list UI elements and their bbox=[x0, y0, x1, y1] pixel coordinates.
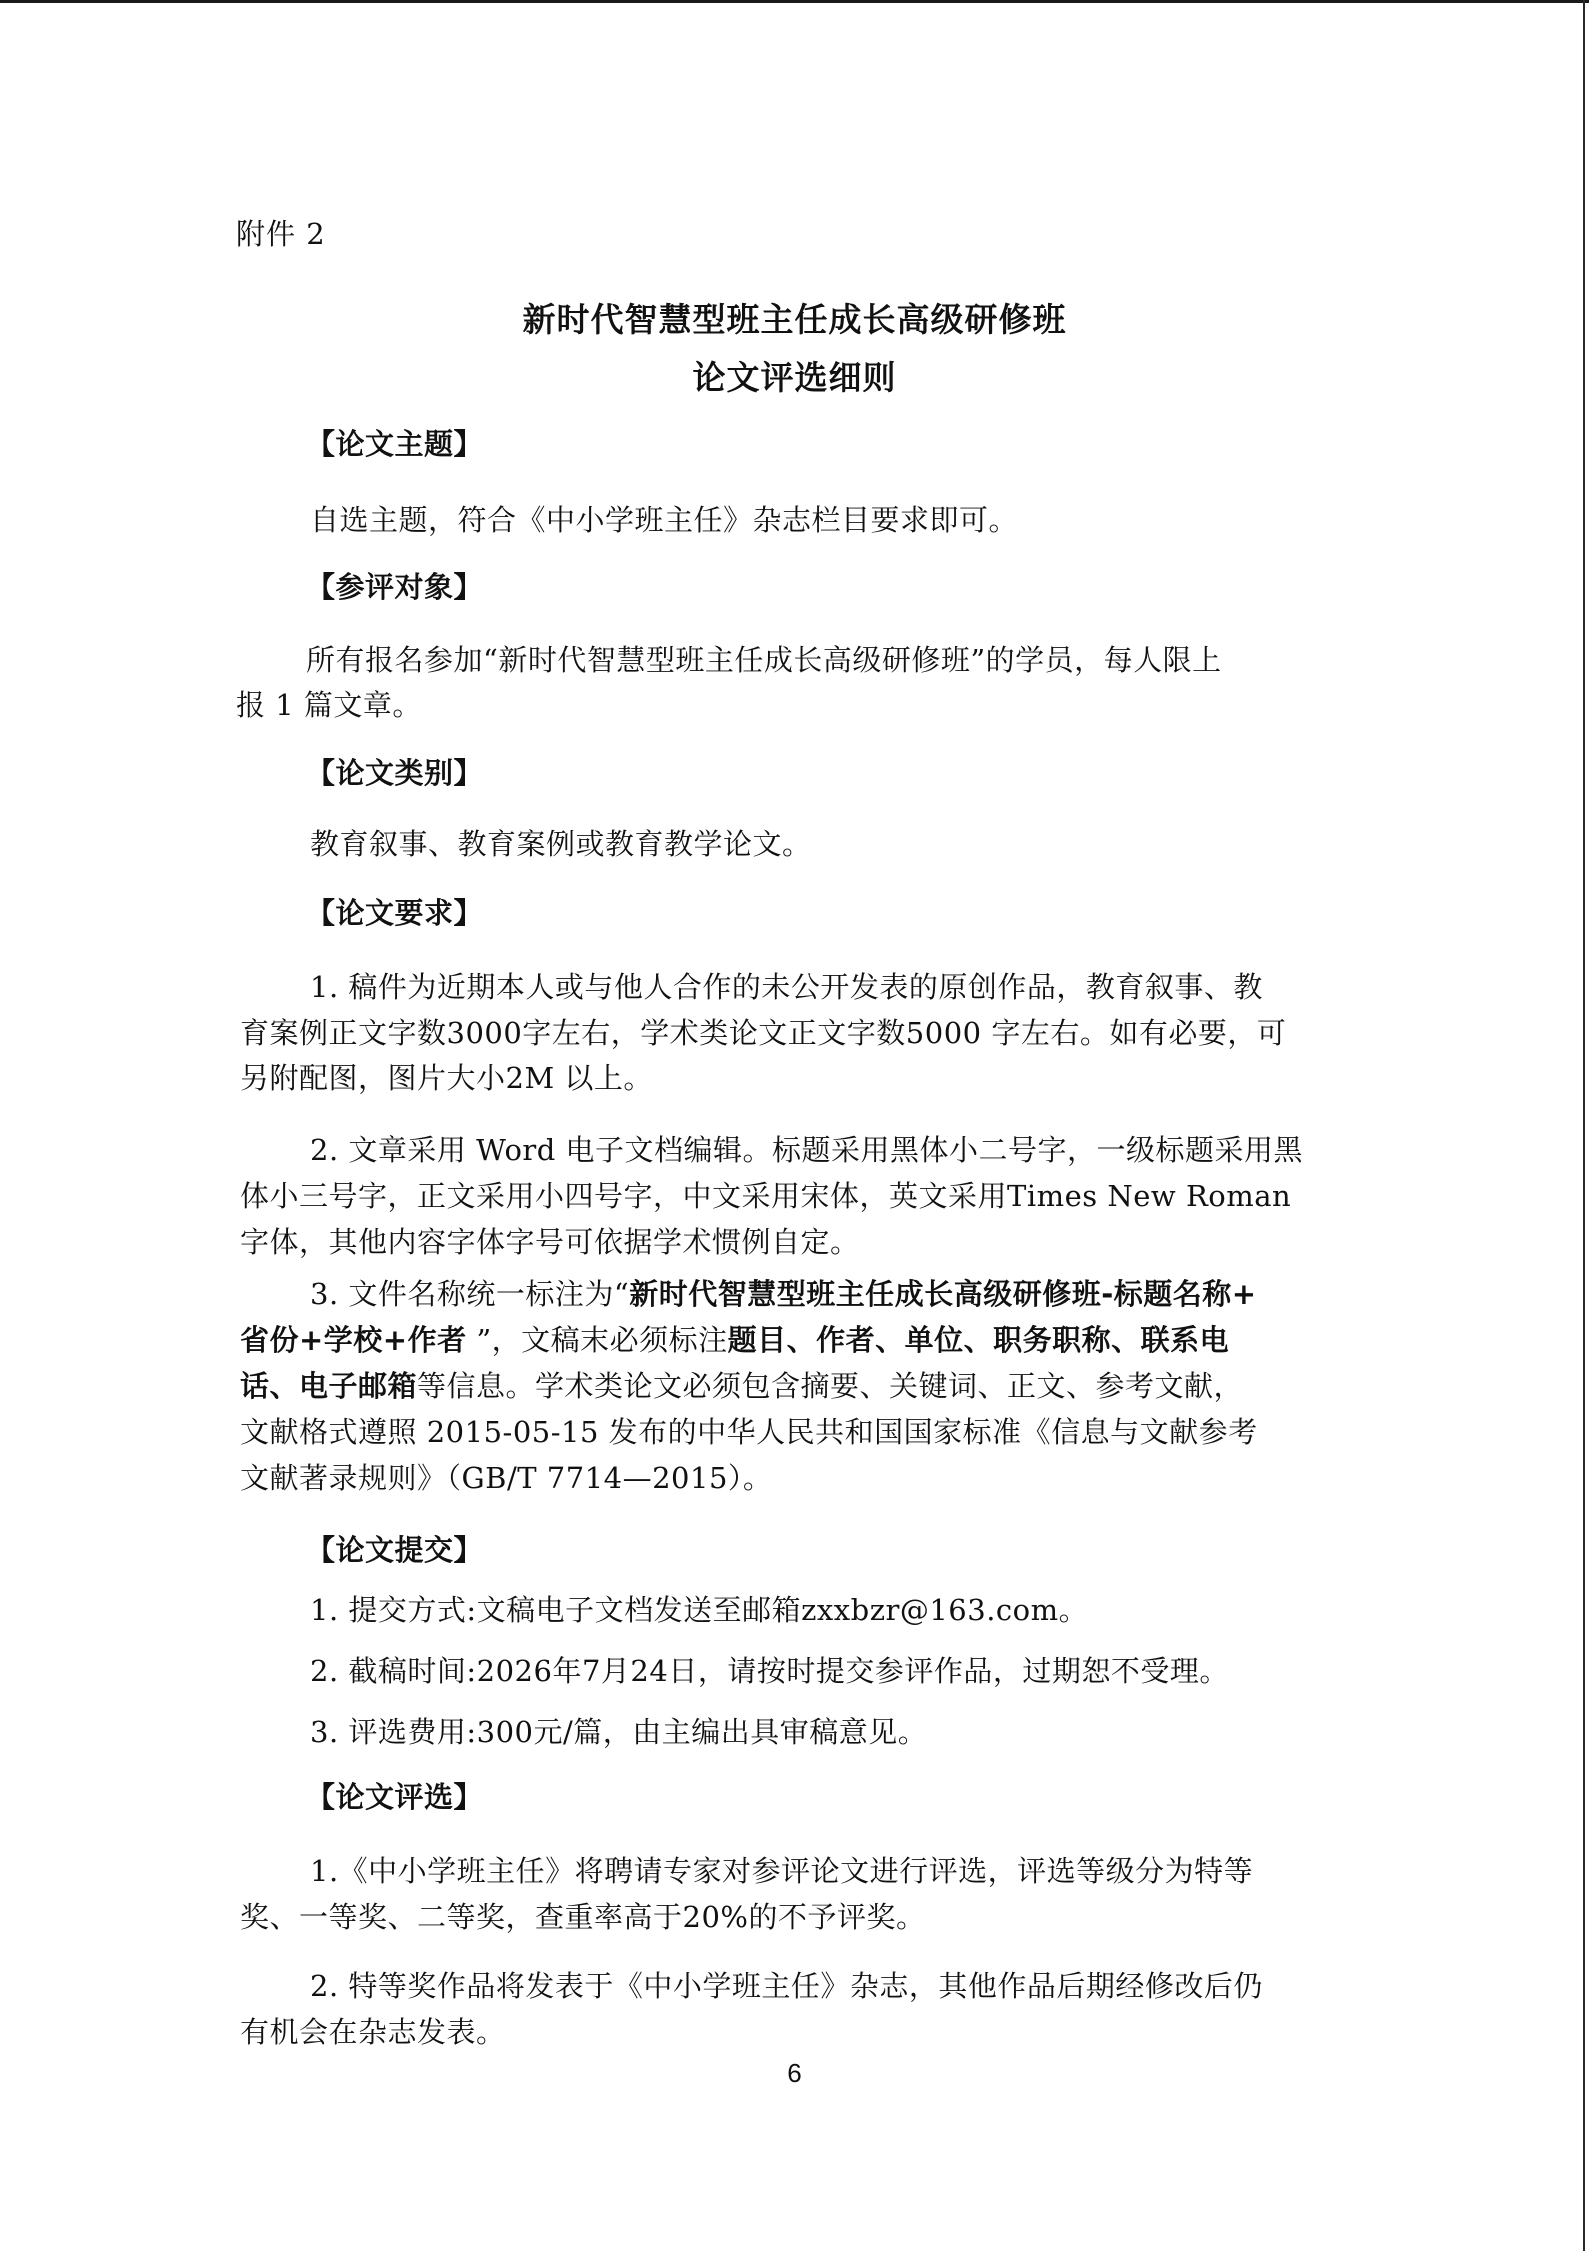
requirement-3-line-1 bbox=[310, 1274, 1257, 1314]
section-heading-submission: 【论文提交】 bbox=[306, 1533, 484, 1567]
requirement-3-line-1-text: 3. 文件名称统一标注为“ bbox=[310, 1277, 630, 1311]
evaluation-2-line-1: 2. 特等奖作品将发表于《中小学班主任》杂志，其他作品后期经修改后仍 bbox=[310, 1969, 1263, 2003]
document-title-line-1: 新时代智慧型班主任成长高级研修班 bbox=[522, 300, 1067, 339]
requirement-2-line-2: 体小三号字，正文采用小四号字，中文采用宋体，英文采用Times New Roman bbox=[240, 1179, 1292, 1213]
required-fields-highlight: 题目、作者、单位、职务职称、联系电 bbox=[727, 1323, 1230, 1357]
filename-format-highlight: 新时代智慧型班主任成长高级研修班-标题名称+ bbox=[629, 1277, 1257, 1311]
requirement-3-line-2 bbox=[240, 1320, 1229, 1360]
submission-fee: 3. 评选费用:300元/篇，由主编出具审稿意见。 bbox=[310, 1715, 928, 1749]
participants-text-line-2: 报 1 篇文章。 bbox=[236, 688, 422, 722]
requirement-1-line-1: 1. 稿件为近期本人或与他人合作的未公开发表的原创作品，教育叙事、教 bbox=[310, 970, 1263, 1004]
evaluation-2-line-2: 有机会在杂志发表。 bbox=[240, 2015, 506, 2049]
annex-label: 附件 2 bbox=[236, 217, 326, 251]
section-heading-requirements: 【论文要求】 bbox=[306, 896, 484, 930]
requirement-3-line-3 bbox=[240, 1366, 1243, 1406]
evaluation-1-line-2: 奖、一等奖、二等奖，查重率高于20%的不予评奖。 bbox=[240, 1900, 926, 1934]
requirement-1-line-2: 育案例正文字数3000字左右，学术类论文正文字数5000 字左右。如有必要，可 bbox=[240, 1016, 1287, 1050]
required-fields-highlight-cont: 话、电子邮箱 bbox=[240, 1369, 418, 1403]
requirement-1-line-3: 另附配图，图片大小2M 以上。 bbox=[240, 1061, 653, 1095]
filename-format-highlight-cont: 省份+学校+作者 bbox=[240, 1323, 467, 1357]
category-text: 教育叙事、教育案例或教育教学论文。 bbox=[310, 827, 812, 861]
submission-deadline: 2. 截稿时间:2026年7月24日，请按时提交参评作品，过期恕不受理。 bbox=[310, 1654, 1229, 1688]
requirement-3-line-4: 文献格式遵照 2015-05-15 发布的中华人民共和国国家标准《信息与文献参考 bbox=[240, 1415, 1258, 1449]
requirement-3-line-2-text: ”，文稿末必须标注 bbox=[466, 1323, 728, 1357]
theme-text: 自选主题，符合《中小学班主任》杂志栏目要求即可。 bbox=[310, 503, 1019, 537]
section-heading-participants: 【参评对象】 bbox=[306, 570, 484, 604]
requirement-2-line-1: 2. 文章采用 Word 电子文档编辑。标题采用黑体小二号字，一级标题采用黑 bbox=[310, 1133, 1304, 1167]
scan-border-top bbox=[0, 0, 1589, 3]
requirement-2-line-3: 字体，其他内容字体字号可依据学术惯例自定。 bbox=[240, 1225, 860, 1259]
requirement-3-line-5: 文献著录规则》（GB/T 7714—2015）。 bbox=[240, 1461, 773, 1495]
section-heading-theme: 【论文主题】 bbox=[306, 427, 484, 461]
section-heading-evaluation: 【论文评选】 bbox=[306, 1780, 484, 1814]
document-title-line-2: 论文评选细则 bbox=[692, 358, 897, 397]
requirement-3-line-3-text: 等信息。学术类论文必须包含摘要、关键词、正文、参考文献， bbox=[417, 1369, 1244, 1403]
section-heading-category: 【论文类别】 bbox=[306, 756, 484, 790]
evaluation-1-line-1: 1.《中小学班主任》将聘请专家对参评论文进行评选，评选等级分为特等 bbox=[310, 1854, 1254, 1888]
submission-method: 1. 提交方式:文稿电子文档发送至邮箱zxxbzr@163.com。 bbox=[310, 1593, 1089, 1627]
participants-text-line-1: 所有报名参加“新时代智慧型班主任成长高级研修班”的学员，每人限上 bbox=[306, 643, 1222, 677]
page-number: 6 bbox=[787, 2058, 802, 2088]
